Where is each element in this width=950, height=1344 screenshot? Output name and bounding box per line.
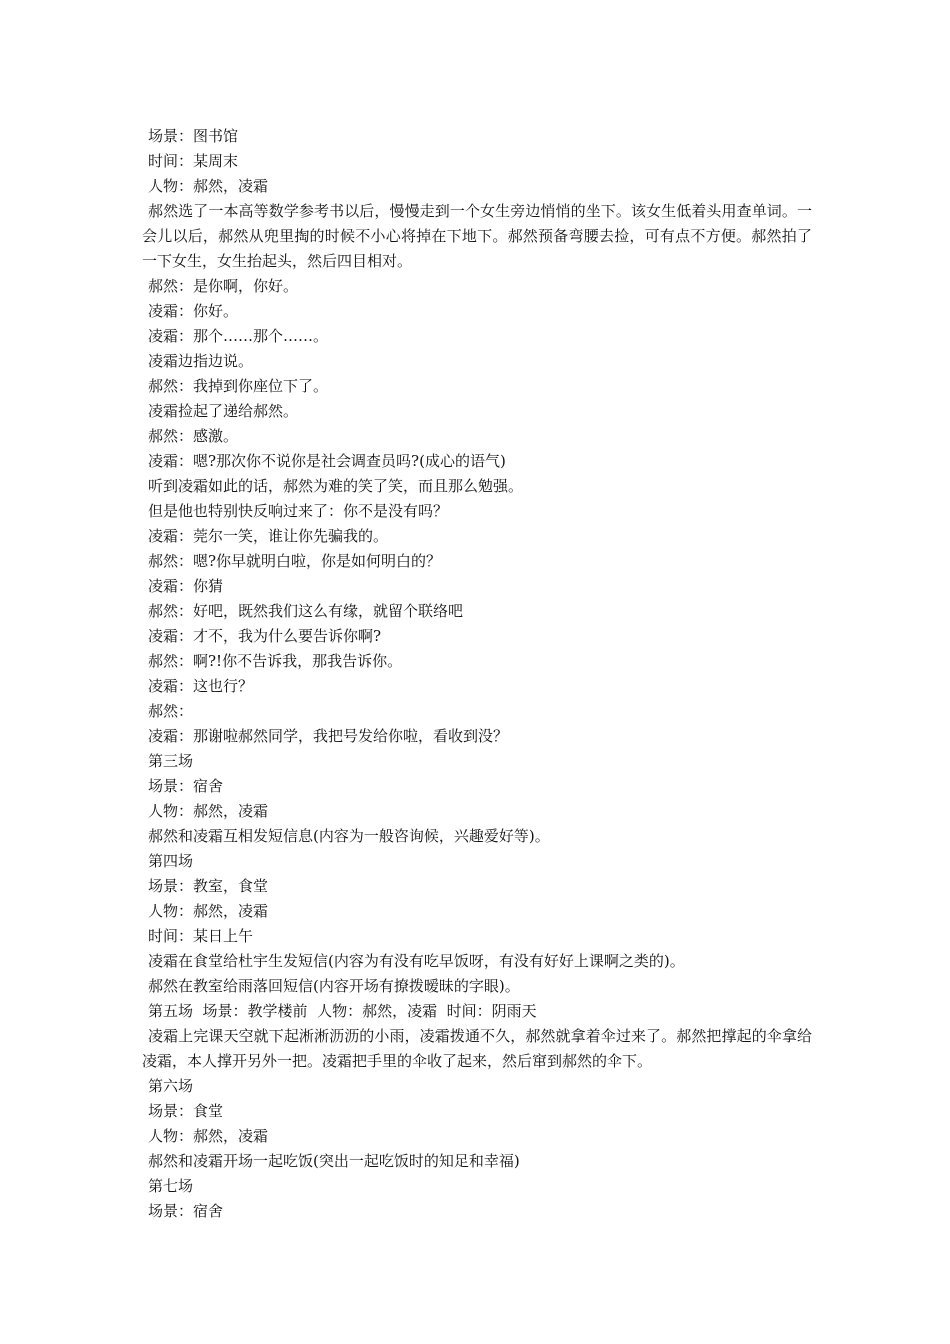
text-line: 郝然在教室给雨落回短信(内容开场有撩拨暧昧的字眼)。 [148, 977, 520, 995]
text-line: 郝然：啊?!你不告诉我，那我告诉你。 [148, 652, 403, 670]
text-line: 凌霜：那谢啦郝然同学，我把号发给你啦，看收到没？ [148, 727, 509, 745]
text-line: 听到凌霜如此的话，郝然为难的笑了笑，而且那么勉强。 [148, 477, 524, 495]
text-line: 第六场 [148, 1077, 194, 1095]
text-line: 凌霜捡起了递给郝然。 [148, 402, 299, 420]
text-line: 场景：宿舍 [148, 1202, 224, 1220]
text-line: 时间：某周末 [148, 152, 239, 170]
text-line: 凌霜：莞尔一笑，谁让你先骗我的。 [148, 527, 389, 545]
text-line: 场景：图书馆 [148, 127, 239, 145]
text-line: 但是他也特别快反响过来了：你不是没有吗？ [148, 502, 449, 520]
text-line: 人物：郝然，凌霜 [148, 802, 269, 820]
text-line: 第五场 场景：教学楼前 人物：郝然，凌霜 时间：阴雨天 [148, 1002, 537, 1020]
text-line: 凌霜：嗯?那次你不说你是社会调查员吗?(成心的语气) [148, 452, 506, 470]
text-line: 凌霜在食堂给杜宇生发短信(内容为有没有吃早饭呀，有没有好好上课啊之类的)。 [148, 952, 685, 970]
text-line: 人物：郝然，凌霜 [148, 177, 269, 195]
text-line: 郝然和凌霜互相发短信息(内容为一般咨询候，兴趣爱好等)。 [148, 827, 550, 845]
text-line: 人物：郝然，凌霜 [148, 1127, 269, 1145]
text-line: 第四场 [148, 852, 194, 870]
text-line: 场景：教室，食堂 [148, 877, 269, 895]
text-line: 场景：宿舍 [148, 777, 224, 795]
text-line: 第七场 [148, 1177, 194, 1195]
text-line: 凌霜：那个……那个……。 [148, 327, 329, 345]
text-line: 凌霜边指边说。 [148, 352, 254, 370]
text-line: 郝然：我掉到你座位下了。 [148, 377, 329, 395]
paragraph: 凌霜上完课天空就下起淅淅沥沥的小雨，凌霜拨通不久，郝然就拿着伞过来了。郝然把撑起的伞拿给凌霜，本人撑开另外一把。凌霜把手里的伞收了起来，然后窜到郝然的伞下。 [142, 1027, 812, 1070]
text-line: 人物：郝然，凌霜 [148, 902, 269, 920]
text-line: 场景：食堂 [148, 1102, 224, 1120]
text-line: 郝然：好吧，既然我们这么有缘，就留个联络吧 [148, 602, 464, 620]
text-line: 第三场 [148, 752, 194, 770]
document-body [142, 124, 812, 1224]
text-line: 郝然和凌霜开场一起吃饭(突出一起吃饭时的知足和幸福) [148, 1152, 520, 1170]
text-line: 郝然：嗯?你早就明白啦，你是如何明白的？ [148, 552, 442, 570]
text-line: 时间：某日上午 [148, 927, 254, 945]
text-line: 郝然：感激。 [148, 427, 239, 445]
paragraph: 郝然选了一本高等数学参考书以后，慢慢走到一个女生旁边悄悄的坐下。该女生低着头用查单词。一会儿以后，郝然从兜里掏的时候不小心将掉在下地下。郝然预备弯腰去捡，可有点不方便。郝然拍了一下女生，女生抬起头，然后四目相对。 [142, 202, 812, 270]
text-line: 郝然： [148, 702, 194, 720]
text-line: 凌霜：你猜 [148, 577, 224, 595]
text-line: 凌霜：这也行？ [148, 677, 254, 695]
text-line: 凌霜：你好。 [148, 302, 239, 320]
text-line: 郝然：是你啊，你好。 [148, 277, 299, 295]
text-line: 凌霜：才不，我为什么要告诉你啊? [148, 627, 382, 645]
